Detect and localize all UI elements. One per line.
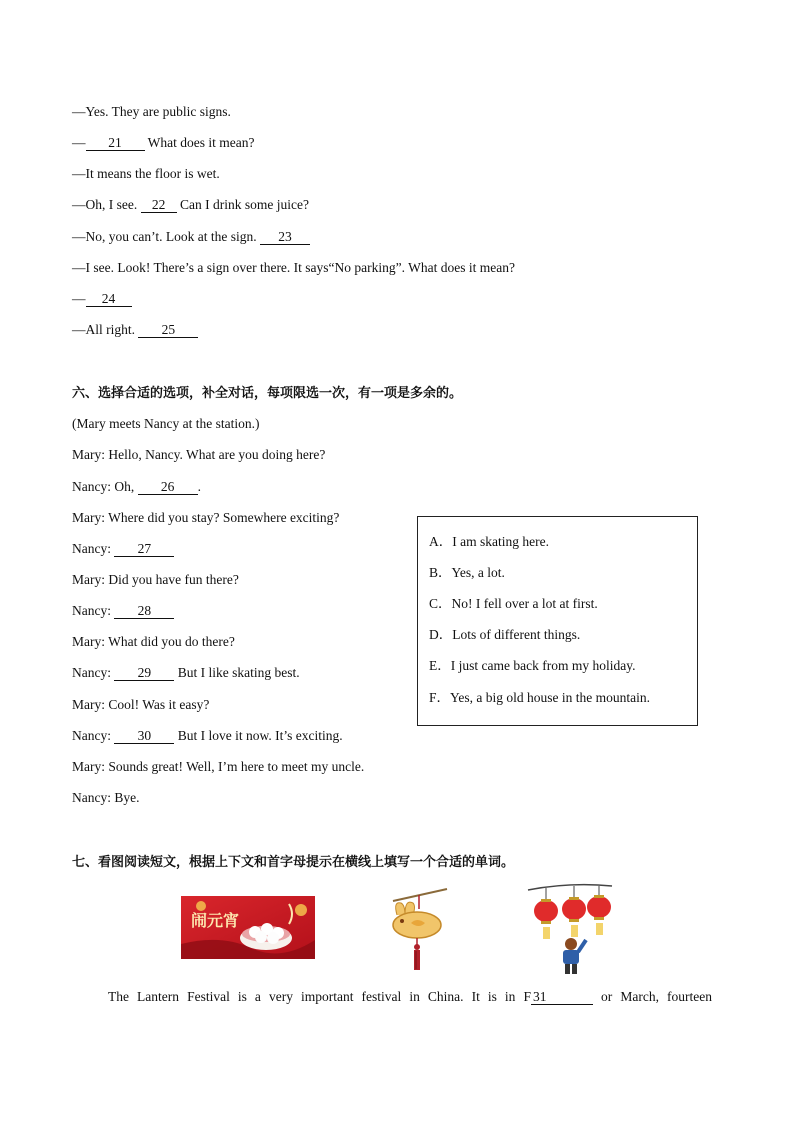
- dialogue-line: [72, 728, 343, 744]
- dialogue-text-after-blank: .: [197, 479, 201, 494]
- dialogue-line: [72, 135, 254, 151]
- dialogue-text: —: [72, 135, 86, 150]
- dialogue-line: [72, 229, 310, 245]
- blank-26[interactable]: 26: [138, 480, 198, 495]
- blank-31[interactable]: 31: [531, 990, 593, 1005]
- dialogue-line: [72, 447, 325, 463]
- reading-paragraph: [108, 989, 712, 1005]
- paragraph-text-start: The Lantern Festival is a very important festival in China. It is in F: [108, 989, 531, 1004]
- dialogue-text: Nancy:: [72, 665, 115, 680]
- dialogue-text: Nancy:: [72, 728, 115, 743]
- dialogue-text: Mary: Cool! Was it easy?: [72, 697, 210, 712]
- dialogue-line: [72, 790, 139, 806]
- dialogue-text: —All right.: [72, 322, 139, 337]
- dialogue-text: —I see. Look! There’s a sign over there. It says“No parking”. What does it mean?: [72, 260, 515, 275]
- dialogue-line: [72, 166, 220, 182]
- dialogue-text: Nancy:: [72, 541, 115, 556]
- dialogue-text: —: [72, 291, 86, 306]
- dialogue-line: [72, 572, 239, 588]
- dialogue-line: [72, 291, 132, 307]
- dialogue-line: [72, 759, 364, 775]
- dialogue-line: [72, 197, 309, 213]
- dialogue-text: —No, you can’t. Look at the sign.: [72, 229, 260, 244]
- banner-text: 闹元宵: [191, 911, 240, 930]
- dialogue-line: [72, 104, 231, 120]
- dialogue-text-after-blank: But I like skating best.: [174, 665, 300, 680]
- blank-23[interactable]: 23: [260, 230, 310, 245]
- dialogue-line: [72, 322, 198, 338]
- dialogue-line: [72, 697, 209, 713]
- blank-27[interactable]: 27: [114, 542, 174, 557]
- dialogue-text: Nancy:: [72, 603, 115, 618]
- blank-21[interactable]: 21: [86, 136, 145, 151]
- paragraph-text-end: or March, fourteen: [593, 989, 712, 1004]
- dialogue-text: —Oh, I see.: [72, 197, 141, 212]
- dialogue-text: Mary: Hello, Nancy. What are you doing here?: [72, 447, 326, 462]
- dialogue-text: Nancy: Oh,: [72, 479, 138, 494]
- dialogue-text: —Yes. They are public signs.: [72, 104, 231, 119]
- option-e: E．I just came back from my holiday.: [429, 658, 636, 673]
- rabbit-lantern-image: [385, 887, 451, 973]
- dialogue-line: [72, 665, 300, 681]
- blank-25[interactable]: 25: [138, 323, 198, 338]
- dialogue-line: [72, 603, 174, 619]
- lantern-festival-banner-image: [181, 896, 315, 959]
- blank-30[interactable]: 30: [114, 729, 174, 744]
- dialogue-text: Mary: Sounds great! Well, I’m here to meet my uncle.: [72, 759, 365, 774]
- section-six-heading: 六、选择合适的选项，补全对话，每项限选一次，有一项是多余的。: [72, 386, 463, 401]
- option-c: C．No! I fell over a lot at first.: [429, 596, 598, 611]
- dialogue-text: Mary: Did you have fun there?: [72, 572, 239, 587]
- option-a: A．I am skating here.: [429, 534, 549, 549]
- blank-24[interactable]: 24: [86, 292, 132, 307]
- blank-29[interactable]: 29: [114, 666, 174, 681]
- option-b: B．Yes, a lot.: [429, 565, 505, 580]
- dialogue-line: [72, 479, 201, 495]
- dialogue-line: [72, 634, 235, 650]
- dialogue-text: Mary: What did you do there?: [72, 634, 235, 649]
- dialogue-text: Mary: Where did you stay? Somewhere exciting?: [72, 510, 340, 525]
- dialogue-text: —It means the floor is wet.: [72, 166, 220, 181]
- dialogue-line: [72, 260, 515, 276]
- dialogue-text: (Mary meets Nancy at the station.): [72, 416, 260, 431]
- option-f: F．Yes, a big old house in the mountain.: [429, 690, 651, 705]
- dialogue-text: Nancy: Bye.: [72, 790, 140, 805]
- red-lanterns-riddle-image: [526, 880, 614, 976]
- dialogue-line: [72, 541, 174, 557]
- dialogue-line: [72, 510, 339, 526]
- dialogue-text-after-blank: Can I drink some juice?: [176, 197, 309, 212]
- dialogue-text-after-blank: But I love it now. It’s exciting.: [174, 728, 343, 743]
- blank-22[interactable]: 22: [141, 198, 177, 213]
- dialogue-text-after-blank: What does it mean?: [144, 135, 255, 150]
- option-d: D．Lots of different things.: [429, 627, 581, 642]
- section-seven-heading: 七、看图阅读短文，根据上下文和首字母提示在横线上填写一个合适的单词。: [72, 855, 515, 870]
- blank-28[interactable]: 28: [114, 604, 174, 619]
- dialogue-line: [72, 416, 259, 432]
- options-box: [417, 516, 698, 726]
